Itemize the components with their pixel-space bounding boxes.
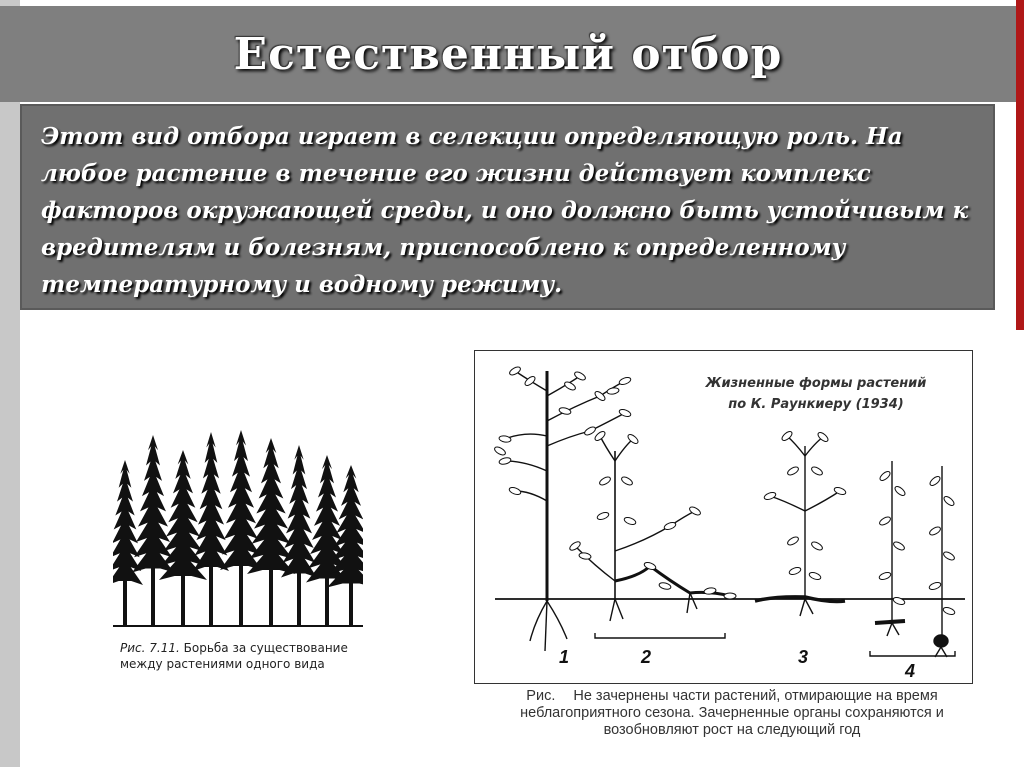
leaf	[893, 485, 906, 497]
leaf	[878, 515, 891, 526]
leaf	[788, 566, 801, 576]
forest-figure-text: Борьба за существование между растениями одного вида	[120, 641, 348, 671]
leaf	[618, 408, 631, 418]
leaf	[928, 475, 941, 487]
leaf	[928, 525, 941, 536]
leaf	[583, 425, 596, 436]
life-form-label-3: 3	[798, 647, 809, 667]
cryptophyte-plants	[875, 461, 948, 657]
leaf	[663, 521, 676, 531]
leaf	[942, 550, 955, 561]
leaf	[498, 457, 511, 466]
leaf	[573, 370, 586, 381]
tree-leaves	[493, 365, 631, 495]
spruce-crown	[132, 435, 174, 573]
leaf	[508, 486, 521, 496]
title-banner	[0, 6, 1016, 102]
leaf	[724, 593, 736, 599]
hemicryptophyte-plant	[755, 436, 845, 616]
leaf	[892, 596, 905, 606]
spruce-forest-illustration	[113, 430, 363, 635]
bracket-2	[595, 633, 725, 638]
leaf	[810, 540, 823, 551]
life-form-label-1: 1	[559, 647, 570, 667]
cryptophyte-leaves	[878, 470, 955, 616]
life-forms-title-line2: по К. Раункиеру (1934)	[728, 397, 904, 412]
life-forms-caption	[482, 688, 982, 739]
life-form-label-2: 2	[641, 647, 652, 667]
spruce-crown	[281, 445, 317, 578]
right-accent-bar	[1016, 0, 1024, 330]
leaf	[810, 465, 823, 476]
chamaephyte-leaves	[568, 430, 736, 599]
life-forms-diagram	[474, 350, 973, 684]
leaf	[596, 511, 609, 521]
forest-figure-caption	[120, 640, 380, 672]
left-accent-bar	[0, 0, 20, 767]
leaf	[878, 470, 891, 482]
leaf	[808, 571, 821, 581]
life-forms-caption-label: Рис.	[526, 688, 556, 704]
leaf	[786, 465, 799, 476]
leaf	[786, 535, 799, 546]
leaf	[523, 375, 536, 387]
leaf	[593, 390, 606, 402]
bracket-4	[870, 651, 955, 656]
leaf	[623, 516, 636, 526]
slide-title: Естественный отбор	[233, 28, 783, 80]
leaf	[688, 505, 701, 516]
life-forms-title	[671, 373, 961, 415]
leaf	[579, 552, 592, 560]
leaf	[892, 540, 905, 551]
leaf	[499, 435, 512, 443]
leaf	[942, 495, 955, 507]
forest-figure-number: Рис. 7.11.	[120, 641, 180, 655]
spruce-crown	[247, 438, 295, 574]
leaf	[928, 581, 941, 591]
leaf	[598, 475, 611, 486]
spruce-crown	[220, 430, 262, 570]
life-forms-title-line1: Жизненные формы растений	[705, 376, 927, 391]
leaf	[658, 582, 671, 591]
leaf	[593, 430, 606, 442]
text-box	[20, 104, 995, 310]
leaf	[493, 445, 506, 456]
spruce-trees	[113, 430, 363, 626]
leaf	[942, 606, 955, 616]
life-forms-caption-text: Не зачернены части растений, отмирающие на время неблагоприятного сезона. Зачерненные органы сохраняются и возобновляют рост на следующий год	[520, 688, 944, 738]
leaf	[620, 475, 633, 486]
leaf	[878, 571, 891, 581]
body-paragraph: Этот вид отбора играет в селекции определяющую роль. На любое растение в течение его жизни действует комплекс факторов окружающей среды, и оно должно быть устойчивым к вредителям и болезням, приспособлено к определенному температурному и водному режиму.	[41, 123, 969, 298]
leaf	[763, 491, 776, 501]
leaf	[607, 387, 620, 395]
spruce-crown	[193, 432, 229, 571]
life-form-label-4: 4	[905, 661, 916, 681]
leaf	[618, 376, 631, 386]
